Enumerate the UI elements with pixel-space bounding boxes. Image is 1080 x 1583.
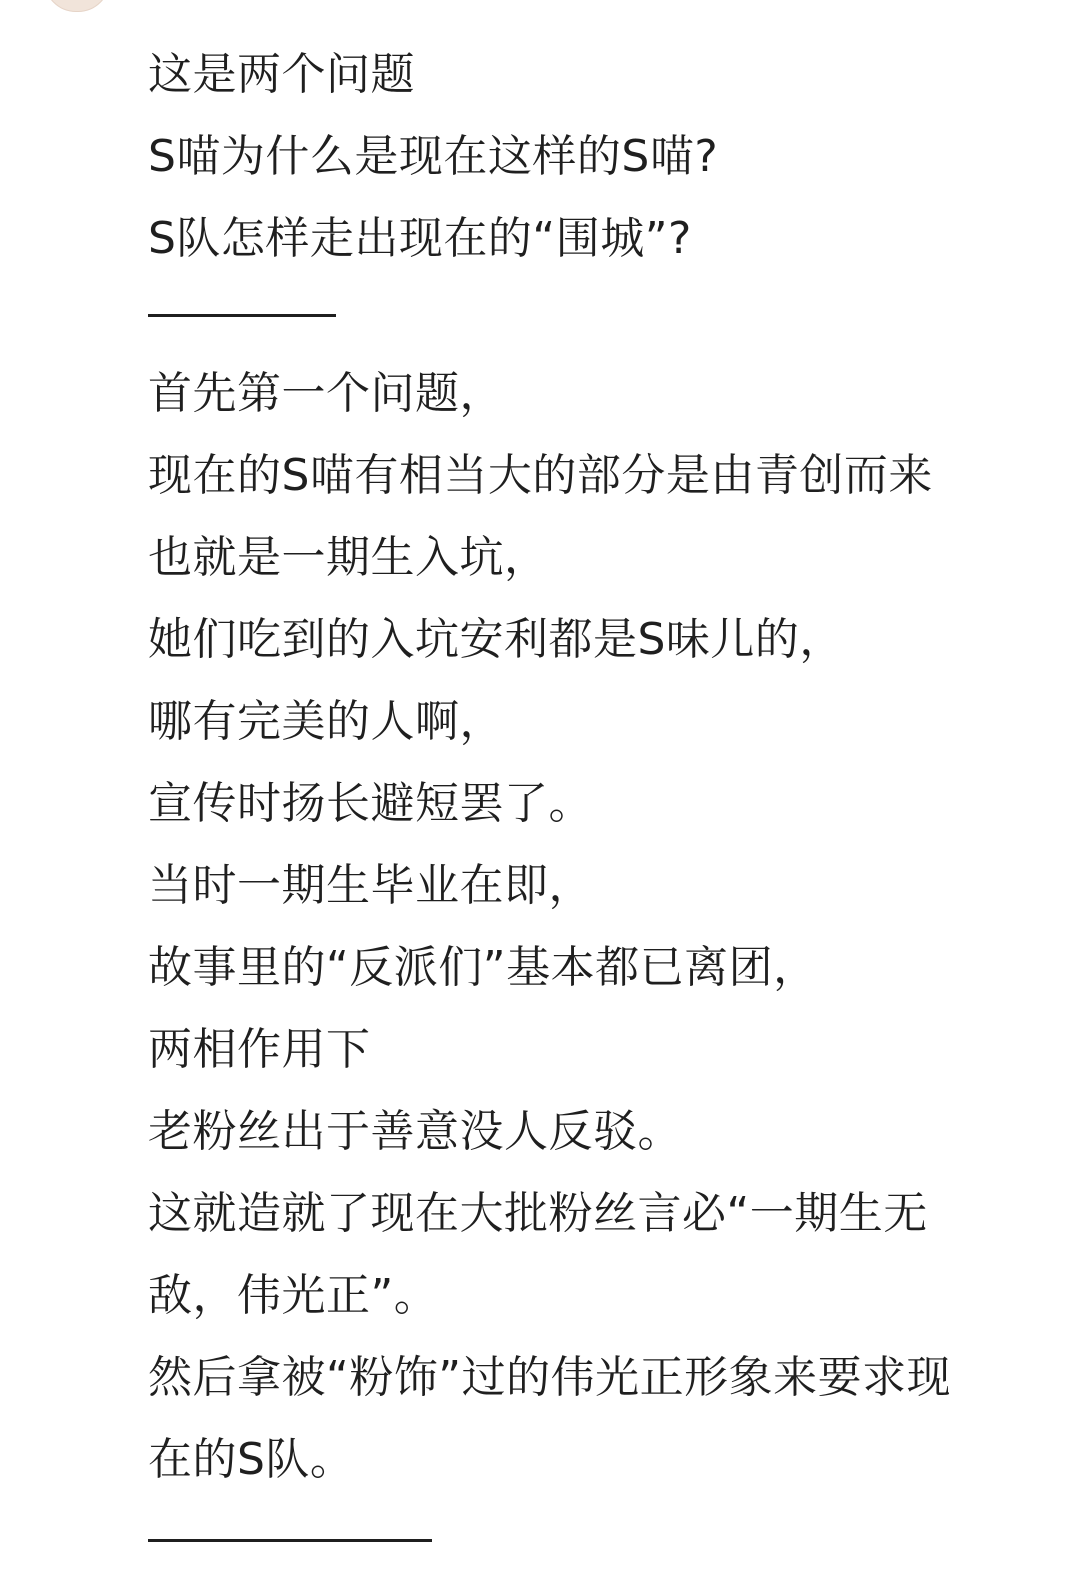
- text-line: 故事里的“反派们”基本都已离团，: [148, 942, 818, 993]
- divider: [148, 314, 336, 317]
- text-line: 这是两个问题: [148, 49, 415, 100]
- text-line: 然后拿被“粉饰”过的伟光正形象来要求现: [148, 1352, 952, 1403]
- text-line: 首先第一个问题，: [148, 368, 504, 419]
- text-line: 宣传时扬长避短罢了。: [148, 778, 593, 829]
- text-line: 她们吃到的入坑安利都是S味儿的，: [148, 614, 844, 665]
- text-line: 现在的S喵有相当大的部分是由青创而来: [148, 450, 933, 501]
- text-line: 老粉丝出于善意没人反驳。: [148, 1106, 682, 1157]
- avatar[interactable]: [44, 0, 110, 12]
- text-line: 在的S队。: [148, 1434, 355, 1485]
- text-line: S喵为什么是现在这样的S喵?: [148, 131, 719, 182]
- text-line: S队怎样走出现在的“围城”?: [148, 213, 692, 264]
- text-line: 敌，伟光正”。: [148, 1270, 439, 1321]
- text-line: 也就是一期生入坑，: [148, 532, 549, 583]
- divider: [148, 1539, 432, 1542]
- text-line: 这就造就了现在大批粉丝言必“一期生无: [148, 1188, 928, 1239]
- post-body: [148, 34, 1028, 1542]
- text-line: 哪有完美的人啊，: [148, 696, 504, 747]
- text-line: 当时一期生毕业在即，: [148, 860, 593, 911]
- text-line: 两相作用下: [148, 1024, 371, 1075]
